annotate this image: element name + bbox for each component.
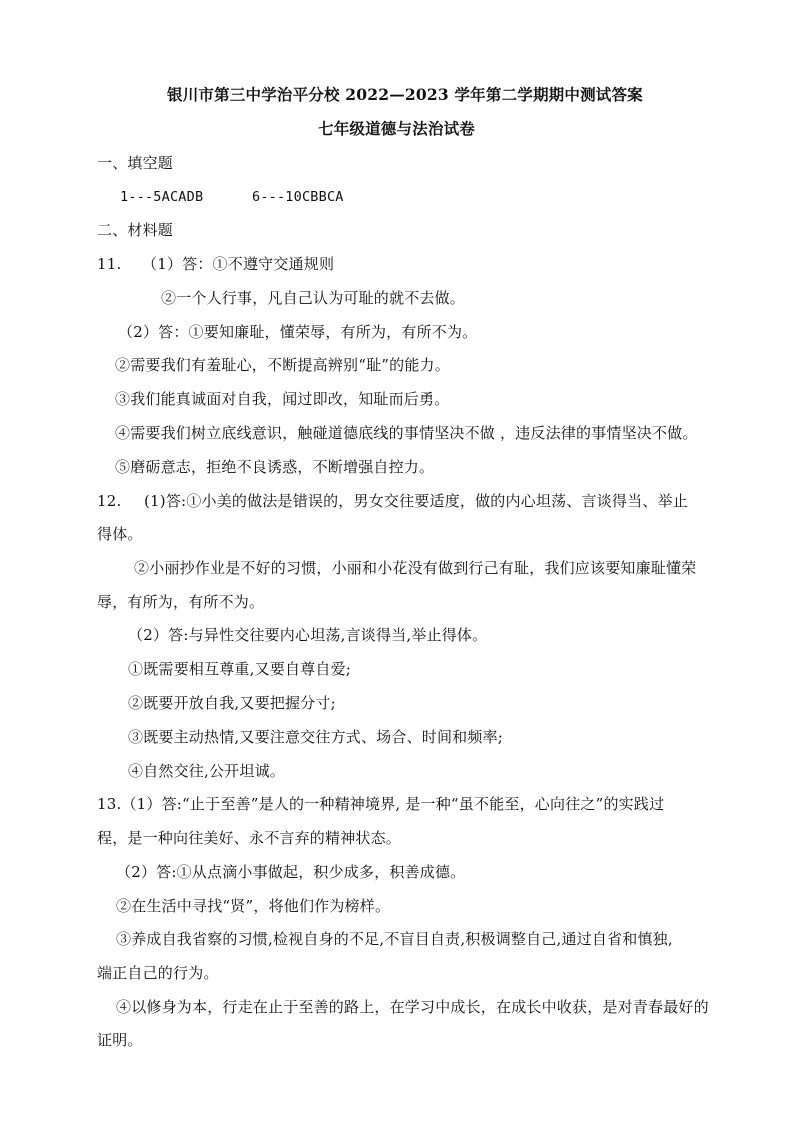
q11-part2-line4: ④需要我们树立底线意识，触碰道德底线的事情坚决不做 ，违反法律的事情坚决不做。 bbox=[115, 424, 698, 442]
q11-part2-line1: （2）答：①要知廉耻，懂荣辱，有所为，有所不为。 bbox=[118, 323, 478, 341]
q12-part2-line2: ①既需要相互尊重,又要自尊自爱; bbox=[128, 660, 352, 678]
q12-part1-line4: 辱，有所为，有所不为。 bbox=[97, 593, 265, 611]
q12-part1-line1: (1)答:①小美的做法是错误的，男女交往要适度，做的内心坦荡、言谈得当、举止 bbox=[144, 492, 688, 510]
q12-part2-line4: ③既要主动热情,又要注意交往方式、场合、时间和频率; bbox=[128, 728, 504, 746]
q12-part1-line2: 得体。 bbox=[97, 525, 143, 543]
q11-part2-line3: ③我们能真诚面对自我，闻过即改，知耻而后勇。 bbox=[115, 390, 450, 408]
section-heading-fill-blank: 一、填空题 bbox=[97, 154, 174, 172]
q13-part1-line1: 13.（1）答:“止于至善”是人的一种精神境界, 是一种“虽不能至，心向往之”的实践过 bbox=[97, 795, 665, 813]
q11-part2-line5: ⑤磨砺意志，拒绝不良诱惑，不断增强自控力。 bbox=[115, 458, 435, 476]
q13-part2-line6: 证明。 bbox=[97, 1031, 143, 1049]
answers-6-10: 6---10CBBCA bbox=[252, 189, 344, 205]
q13-part2-line1: （2）答:①从点滴小事做起，积少成多，积善成德。 bbox=[116, 863, 466, 881]
q12-part2-line3: ②既要开放自我,又要把握分寸; bbox=[128, 694, 336, 712]
q12-part2-line1: （2）答:与异性交往要内心坦荡,言谈得当,举止得体。 bbox=[128, 626, 488, 644]
q11-part1-line2: ②一个人行事，凡自己认为可耻的就不去做。 bbox=[161, 289, 466, 307]
q12-part1-line3: ②小丽抄作业是不好的习惯，小丽和小花没有做到行己有耻，我们应该要知廉耻懂荣 bbox=[134, 559, 697, 577]
q12-part2-line5: ④自然交往,公开坦诚。 bbox=[128, 762, 285, 780]
answers-1-5: 1---5ACADB bbox=[120, 189, 204, 205]
question-11-number: 11. bbox=[97, 255, 122, 273]
q13-part2-line3: ③养成自我省察的习惯,检视自身的不足,不盲目自责,积极调整自己,通过自省和慎独, bbox=[116, 930, 673, 948]
q13-part2-line2: ②在生活中寻找“贤”，将他们作为榜样。 bbox=[116, 897, 391, 915]
q13-part2-line5: ④以修身为本，行走在止于至善的路上，在学习中成长，在成长中收获，是对青春最好的 bbox=[116, 998, 709, 1016]
q11-part2-line2: ②需要我们有羞耻心，不断提高辨别“耻”的能力。 bbox=[115, 356, 450, 374]
q11-part1-line1: （1）答：①不遵守交通规则 bbox=[142, 255, 335, 273]
q13-part2-line4: 端正自己的行为。 bbox=[97, 964, 219, 982]
section-heading-material: 二、材料题 bbox=[97, 221, 174, 239]
page-title: 银川市第三中学治平分校 2022—2023 学年第二学期期中测试答案 bbox=[167, 85, 643, 104]
q13-part1-line2: 程，是一种向往美好、永不言弃的精神状态。 bbox=[97, 829, 402, 847]
question-12-number: 12. bbox=[97, 492, 122, 510]
page-subtitle: 七年级道德与法治试卷 bbox=[318, 119, 476, 138]
